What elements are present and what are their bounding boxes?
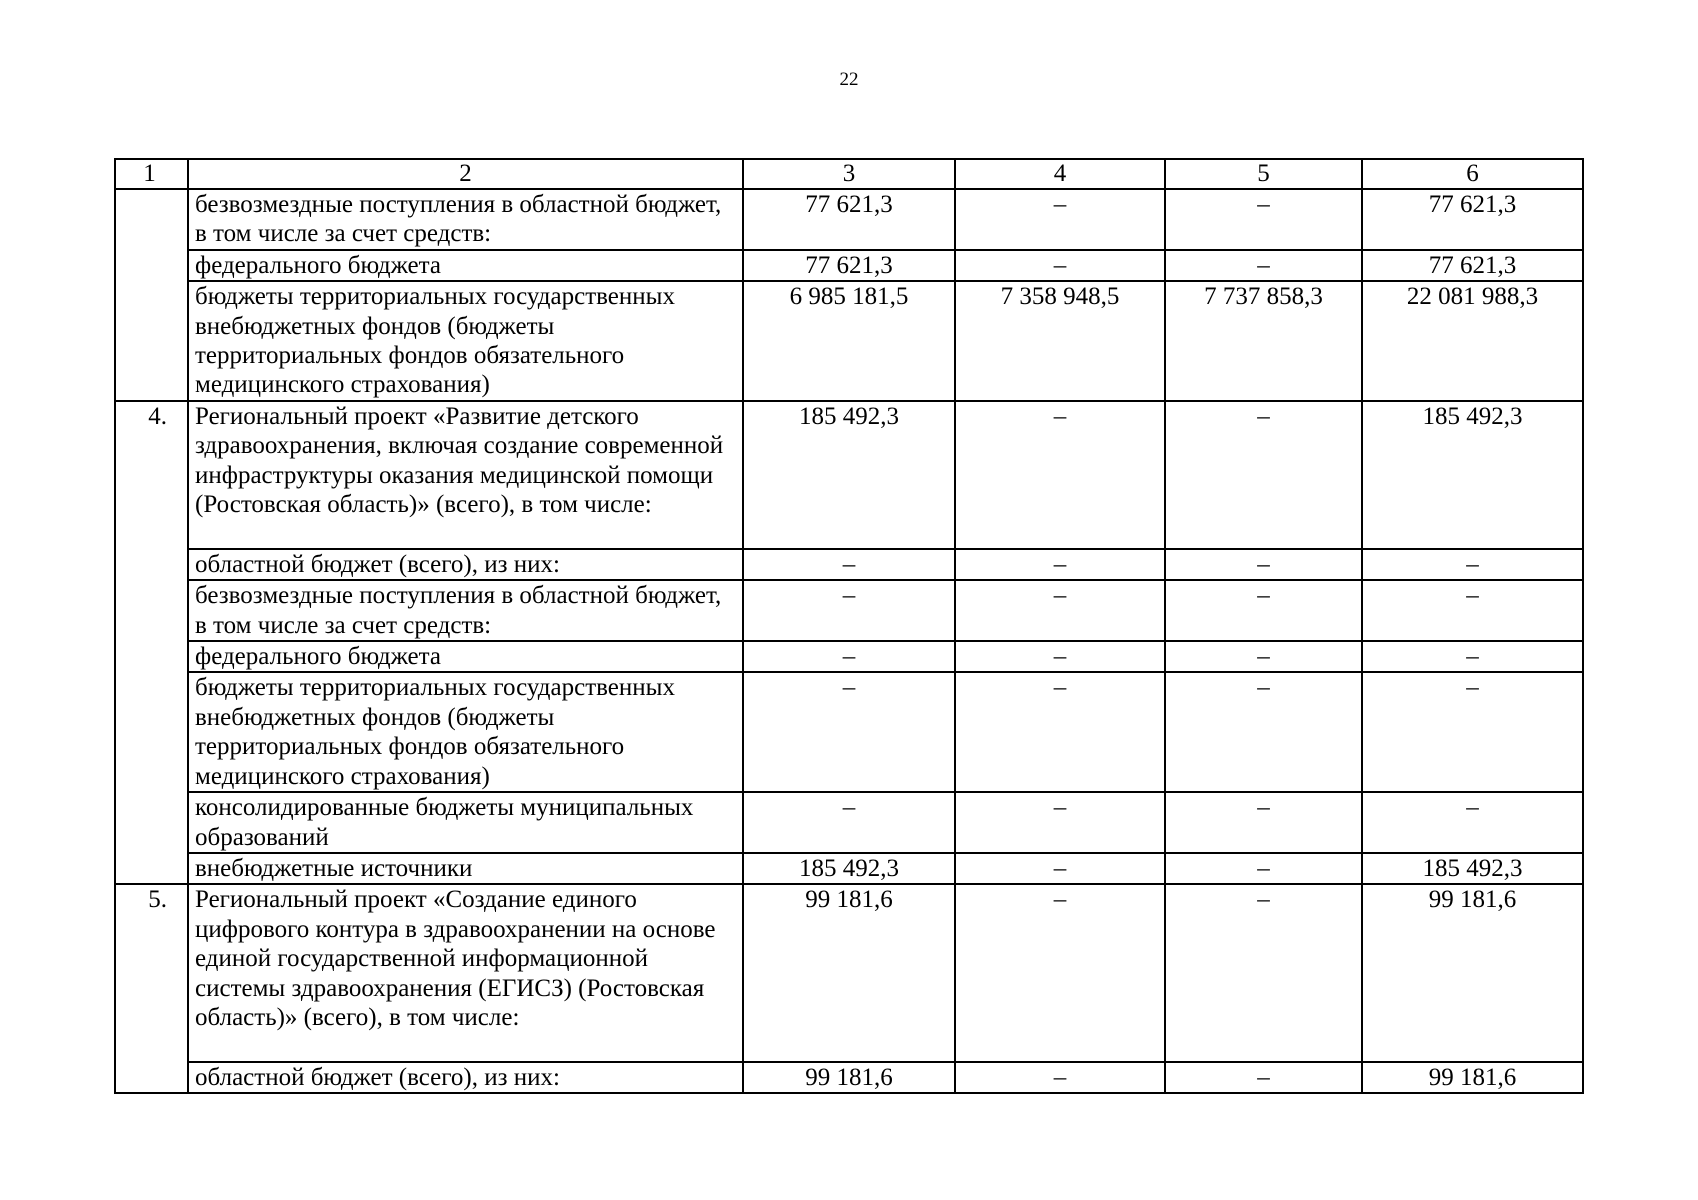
value-cell-col6: 77 621,3 [1362,250,1583,281]
table-row [115,549,1583,580]
row-description-cell: безвозмездные поступления в областной бюджет, в том числе за счет средств: [188,580,743,641]
value-cell-col5: – [1165,1062,1362,1093]
row-description-cell: областной бюджет (всего), из них: [188,549,743,580]
header-cell: 6 [1362,159,1583,189]
value-cell-col6: 99 181,6 [1362,884,1583,1061]
value-cell-col5: – [1165,580,1362,641]
table-row [115,1062,1583,1093]
value-cell-col3: – [743,641,955,672]
header-row [115,159,1583,189]
header-cell: 1 [115,159,188,189]
value-cell-col3: 77 621,3 [743,189,955,250]
table-row [115,884,1583,1061]
budget-table [114,158,1584,1094]
row-description-cell: бюджеты территориальных государственных внебюджетных фондов (бюджеты территориальных фондов обязательного медицинского страхования) [188,672,743,792]
value-cell-col4: – [955,580,1165,641]
table-row [115,672,1583,792]
value-cell-col6: 22 081 988,3 [1362,281,1583,401]
value-cell-col4: – [955,853,1165,884]
header-cell: 2 [188,159,743,189]
row-index-cell [115,189,188,401]
row-description-cell: безвозмездные поступления в областной бюджет, в том числе за счет средств: [188,189,743,250]
value-cell-col6: – [1362,792,1583,853]
value-cell-col4: – [955,1062,1165,1093]
value-cell-col4: – [955,884,1165,1061]
value-cell-col4: – [955,189,1165,250]
row-description-cell: Региональный проект «Создание единого цифрового контура в здравоохранении на основе единой государственной информационной системы здравоохранения (ЕГИСЗ) (Ростовская область)» (всего), в том числе: [188,884,743,1061]
table-row [115,580,1583,641]
value-cell-col6: – [1362,580,1583,641]
value-cell-col6: 185 492,3 [1362,401,1583,549]
page-number: 22 [839,69,859,90]
value-cell-col5: – [1165,189,1362,250]
value-cell-col4: – [955,250,1165,281]
value-cell-col4: – [955,549,1165,580]
row-description-cell: федерального бюджета [188,250,743,281]
table-row [115,641,1583,672]
row-index-cell: 4. [115,401,188,884]
header-cell: 4 [955,159,1165,189]
row-description-cell: Региональный проект «Развитие детского здравоохранения, включая создание современной инфраструктуры оказания медицинской помощи (Ростовская область)» (всего), в том числе: [188,401,743,549]
value-cell-col5: – [1165,549,1362,580]
value-cell-col5: – [1165,401,1362,549]
value-cell-col4: – [955,401,1165,549]
value-cell-col3: 185 492,3 [743,853,955,884]
value-cell-col4: – [955,672,1165,792]
value-cell-col3: 77 621,3 [743,250,955,281]
value-cell-col3: – [743,549,955,580]
value-cell-col3: – [743,580,955,641]
value-cell-col5: – [1165,250,1362,281]
value-cell-col5: – [1165,641,1362,672]
header-cell: 3 [743,159,955,189]
value-cell-col5: – [1165,853,1362,884]
value-cell-col6: – [1362,672,1583,792]
table-row [115,189,1583,250]
value-cell-col6: – [1362,641,1583,672]
value-cell-col5: – [1165,884,1362,1061]
value-cell-col3: – [743,672,955,792]
row-description-cell: консолидированные бюджеты муниципальных образований [188,792,743,853]
table-row [115,853,1583,884]
value-cell-col3: – [743,792,955,853]
row-description-cell: областной бюджет (всего), из них: [188,1062,743,1093]
table-row [115,401,1583,549]
value-cell-col5: – [1165,672,1362,792]
value-cell-col4: – [955,641,1165,672]
value-cell-col3: 99 181,6 [743,884,955,1061]
row-description-cell: бюджеты территориальных государственных внебюджетных фондов (бюджеты территориальных фондов обязательного медицинского страхования) [188,281,743,401]
value-cell-col6: 99 181,6 [1362,1062,1583,1093]
value-cell-col4: – [955,792,1165,853]
header-cell: 5 [1165,159,1362,189]
table-row [115,250,1583,281]
value-cell-col6: 77 621,3 [1362,189,1583,250]
value-cell-col6: – [1362,549,1583,580]
table-row [115,281,1583,401]
value-cell-col3: 6 985 181,5 [743,281,955,401]
value-cell-col5: 7 737 858,3 [1165,281,1362,401]
value-cell-col3: 185 492,3 [743,401,955,549]
value-cell-col5: – [1165,792,1362,853]
value-cell-col4: 7 358 948,5 [955,281,1165,401]
row-description-cell: федерального бюджета [188,641,743,672]
value-cell-col3: 99 181,6 [743,1062,955,1093]
row-index-cell: 5. [115,884,188,1093]
value-cell-col6: 185 492,3 [1362,853,1583,884]
table-row [115,792,1583,853]
row-description-cell: внебюджетные источники [188,853,743,884]
